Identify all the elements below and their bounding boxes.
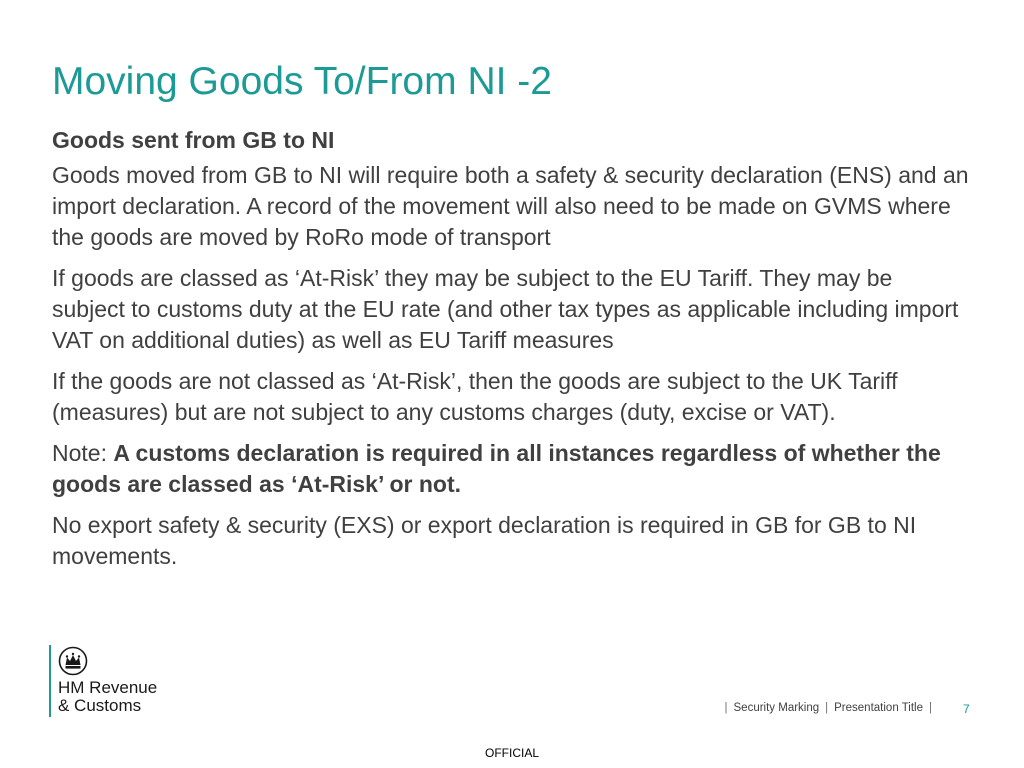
- hmrc-logo: [49, 645, 189, 717]
- page-number: 7: [963, 702, 970, 716]
- note-label: Note:: [52, 440, 114, 466]
- footer-separator: |: [724, 702, 728, 714]
- section-heading: Goods sent from GB to NI: [52, 127, 335, 153]
- slide-body: [52, 124, 970, 582]
- classification-label: OFFICIAL: [484, 746, 539, 760]
- paragraph-export: No export safety & security (EXS) or export declaration is required in GB for GB to NI movements.: [52, 512, 917, 569]
- footer-separator: |: [825, 702, 829, 714]
- footer-separator: |: [929, 702, 932, 714]
- logo-line-1: HM Revenue: [58, 678, 158, 697]
- crown-crest-icon: [58, 646, 88, 676]
- logo-line-2: & Customs: [58, 696, 142, 715]
- presentation-title: Presentation Title: [834, 702, 923, 714]
- logo-wordmark: [58, 679, 157, 715]
- footer-meta: [719, 702, 939, 714]
- security-marking: Security Marking: [733, 702, 820, 714]
- paragraph-import-requirements: Goods moved from GB to NI will require both a safety & security declaration (ENS) and an import declaration. A record of the movement will also need to be made on GVMS where the goods are moved by RoRo mode of transport: [52, 162, 969, 250]
- note-emphasis: A customs declaration is required in all instances regardless of whether the goods are classed as ‘At-Risk’ or not.: [52, 440, 941, 497]
- paragraph-not-at-risk: If the goods are not classed as ‘At-Risk’, then the goods are subject to the UK Tariff (measures) but are not subject to any customs charges (duty, excise or VAT).: [52, 368, 898, 425]
- logo-accent-bar: [49, 645, 51, 717]
- paragraph-note: [52, 438, 970, 500]
- slide-title: Moving Goods To/From NI -2: [52, 60, 552, 103]
- paragraph-at-risk: If goods are classed as ‘At-Risk’ they may be subject to the EU Tariff. They may be subject to customs duty at the EU rate (and other tax types as applicable including import VAT on additional duties) as well as EU Tariff measures: [52, 265, 959, 353]
